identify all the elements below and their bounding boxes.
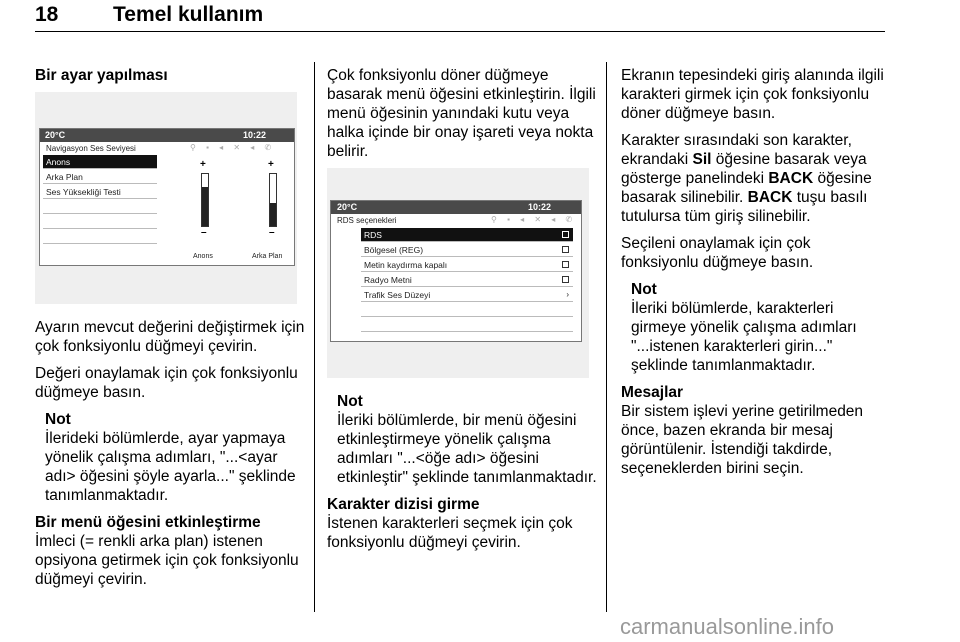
page-number: 18	[35, 3, 59, 26]
note-title: Not	[337, 393, 363, 410]
display-screen	[330, 200, 582, 342]
slider-fill	[202, 187, 208, 226]
paragraph: Değeri onaylamak için çok fonksiyonlu düğmeye basın.	[35, 365, 298, 401]
column-divider	[314, 62, 315, 612]
menu-item[interactable]: Arka Plan	[43, 170, 157, 184]
watermark: carmanualsonline.info	[620, 614, 835, 639]
paragraph: Ayarın mevcut değerini değiştirmek için çok fonksiyonlu düğmeyi çevirin.	[35, 319, 305, 355]
left-column-body	[35, 318, 305, 597]
menu-item[interactable]	[361, 273, 573, 287]
menu-item[interactable]	[361, 228, 573, 242]
middle-column-body	[327, 392, 597, 560]
checkbox-icon	[562, 246, 569, 253]
menu-item-label: Trafik Ses Düzeyi	[364, 290, 431, 300]
header-rule	[35, 31, 885, 32]
paragraph: Çok fonksiyonlu döner düğmeye basarak menü öğesini etkinleştirin. İlgili menü öğesinin yanındaki kutu veya halka içinde bir onay işareti veya nokta belirir.	[327, 67, 596, 160]
menu-item[interactable]	[361, 288, 573, 302]
screen-title: RDS seçenekleri	[337, 216, 397, 225]
menu-item-label: RDS	[364, 230, 382, 240]
paragraph	[621, 131, 889, 226]
section-heading: Karakter dizisi girme	[327, 496, 480, 513]
checked-box-icon	[562, 231, 569, 238]
text-run: öğesine basarak silinebilir.	[621, 170, 872, 206]
text-run: öğesine basarak veya gösterge panelindeki	[621, 151, 867, 187]
note-block	[631, 280, 889, 375]
plus-icon: +	[200, 159, 206, 170]
volume-slider-announce[interactable]	[201, 173, 209, 227]
menu-item[interactable]	[361, 243, 573, 257]
key-label: BACK	[747, 189, 793, 206]
menu-item[interactable]: Ses Yüksekliği Testi	[43, 185, 157, 199]
section-heading: Mesajlar	[621, 384, 684, 401]
status-bar	[331, 201, 581, 214]
menu-row-empty	[43, 215, 157, 229]
menu-row-empty	[43, 200, 157, 214]
status-icons: ⚲ ▪ ◂ ✕ ◂ ✆	[190, 143, 276, 152]
section-heading: Bir ayar yapılması	[35, 67, 168, 84]
clock: 10:22	[242, 130, 266, 140]
menu-item[interactable]	[361, 258, 573, 272]
key-label: Sil	[692, 151, 712, 168]
minus-icon: –	[201, 227, 207, 238]
slider-label: Arka Plan	[252, 253, 283, 260]
checked-box-icon	[562, 276, 569, 283]
note-text: İleriki bölümlerde, karakterleri girmeye yönelik çalışma adımları "...istenen karakterleri girin..." şeklinde tanımlanmaktadır.	[631, 300, 857, 374]
slider-fill	[270, 203, 276, 226]
menu-item-label: Radyo Metni	[364, 275, 412, 285]
temperature: 20°C	[337, 202, 358, 212]
chevron-right-icon: ›	[566, 290, 569, 299]
status-icons: ⚲ ▪ ◂ ✕ ◂ ✆	[491, 215, 577, 224]
screen-title: Navigasyon Ses Seviyesi	[46, 144, 136, 153]
section-heading: Bir menü öğesini etkinleştirme	[35, 514, 261, 531]
note-block	[337, 392, 597, 487]
note-title: Not	[631, 281, 657, 298]
checkbox-icon	[562, 261, 569, 268]
temperature: 20°C	[45, 130, 66, 140]
screenshot-rds-options	[327, 168, 589, 378]
paragraph: İstenen karakterleri seçmek için çok fonksiyonlu düğmeyi çevirin.	[327, 515, 573, 551]
menu-row-empty	[361, 303, 573, 317]
note-text: İlerideki bölümlerde, ayar yapmaya yönelik çalışma adımları, "...<ayar adı> öğesini şöyle ayarla..." şeklinde tanımlanmaktadır.	[45, 430, 296, 504]
paragraph: Bir sistem işlevi yerine getirilmeden önce, bazen ekranda bir mesaj görüntülenir. İstendiği takdirde, seçeneklerden birini seçin.	[621, 403, 864, 477]
clock: 10:22	[527, 202, 551, 212]
note-text: İleriki bölümlerde, bir menü öğesini etkinleştirmeye yönelik çalışma adımları "...<öğe adı> öğesini etkinleştir" şeklinde tanımlanmaktadır.	[337, 412, 597, 486]
page-title: Temel kullanım	[113, 3, 264, 26]
left-column-top	[35, 66, 305, 93]
paragraph: Seçileni onaylamak için çok fonksiyonlu düğmeye basın.	[621, 235, 814, 271]
key-label: BACK	[768, 170, 814, 187]
menu-item[interactable]: Anons	[43, 155, 157, 169]
menu-item-label: Metin kaydırma kapalı	[364, 260, 448, 270]
plus-icon: +	[268, 159, 274, 170]
text-run: Karakter sırasındaki son karakter, ekrandaki	[621, 132, 852, 168]
volume-slider-background[interactable]	[269, 173, 277, 227]
screenshot-volume-settings	[35, 92, 297, 304]
column-divider	[606, 62, 607, 612]
middle-column-top	[327, 66, 597, 169]
text-run: tuşu basılı tutulursa tüm giriş silinebilir.	[621, 189, 868, 225]
right-column	[621, 66, 889, 486]
minus-icon: –	[269, 227, 275, 238]
note-title: Not	[45, 411, 71, 428]
paragraph: Ekranın tepesindeki giriş alanında ilgili karakteri girmek için çok fonksiyonlu döner düğmeye basın.	[621, 67, 884, 122]
menu-row-empty	[43, 230, 157, 244]
note-block	[45, 410, 305, 505]
menu-item-label: Bölgesel (REG)	[364, 245, 424, 255]
slider-label: Anons	[193, 253, 213, 260]
menu-row-empty	[361, 318, 573, 332]
status-bar	[40, 129, 294, 142]
paragraph: İmleci (= renkli arka plan) istenen opsiyona getirmek için çok fonksiyonlu düğmeyi çevirin.	[35, 533, 299, 588]
display-screen	[39, 128, 295, 266]
